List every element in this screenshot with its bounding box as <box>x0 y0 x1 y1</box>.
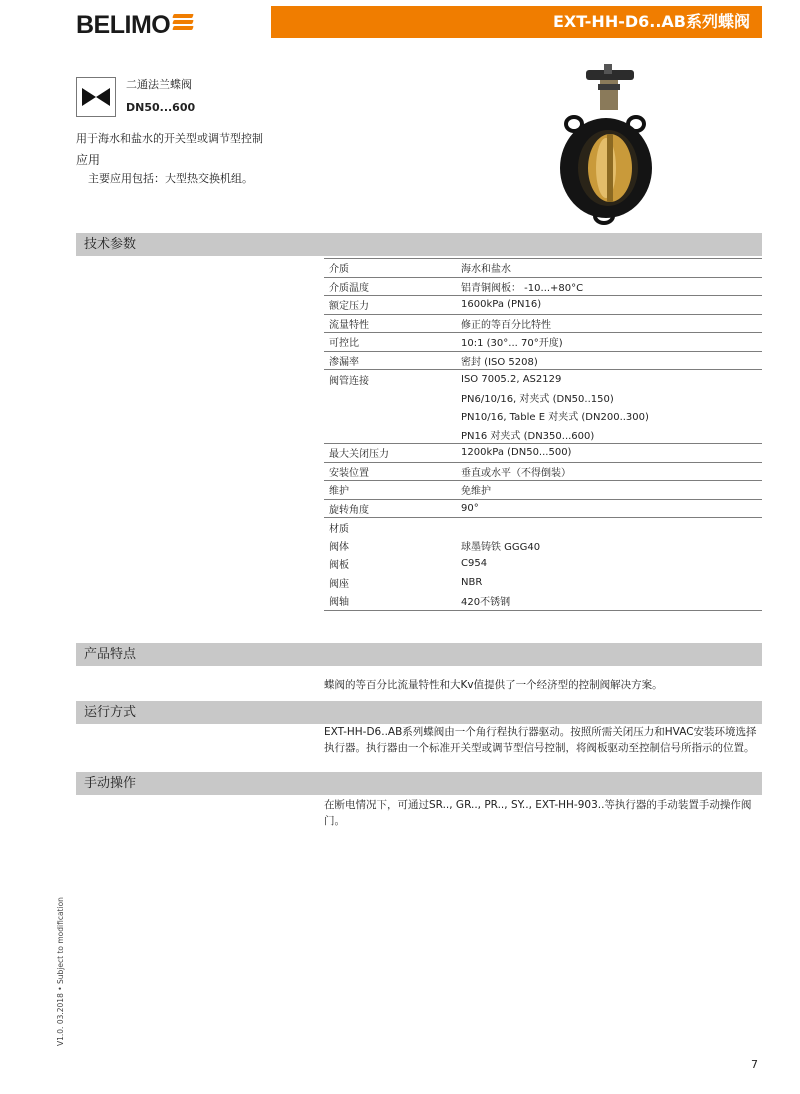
spec-key <box>324 388 456 407</box>
spec-key: 额定压力 <box>324 296 456 315</box>
spec-row <box>324 296 762 315</box>
logo-text: BELIMO <box>76 11 171 39</box>
spec-value: 球墨铸铁 GGG40 <box>461 541 541 553</box>
section-operation <box>76 701 762 724</box>
butterfly-valve-photo <box>556 64 656 236</box>
section-features <box>76 643 762 666</box>
butterfly-valve-symbol-icon <box>76 77 116 117</box>
spec-value: 密封 (ISO 5208) <box>456 351 762 370</box>
spec-key: 介质温度 <box>324 277 456 296</box>
spec-key <box>324 407 456 426</box>
spec-row <box>324 259 762 278</box>
spec-value: 90° <box>456 499 762 518</box>
spec-key: 维护 <box>324 481 456 500</box>
spec-key: 最大关闭压力 <box>324 444 456 463</box>
spec-key: 阀管连接 <box>329 375 369 387</box>
spec-row <box>324 499 762 518</box>
spec-value: PN10/16, Table E 对夹式 (DN200..300) <box>461 412 649 424</box>
spec-value: 修正的等百分比特性 <box>456 314 762 333</box>
spec-row <box>324 444 762 463</box>
spec-key: 安装位置 <box>324 462 456 481</box>
belimo-logo <box>76 10 191 40</box>
spec-value: 免维护 <box>456 481 762 500</box>
product-description: 用于海水和盐水的开关型或调节型控制 <box>76 132 263 145</box>
spec-row <box>324 518 762 537</box>
product-dn-range: DN50...600 <box>126 101 196 114</box>
spec-row <box>324 536 762 555</box>
spec-table <box>324 258 762 611</box>
application-heading: 应用 <box>76 153 101 167</box>
spec-key: 渗漏率 <box>324 351 456 370</box>
spec-value: PN16 对夹式 (DN350...600) <box>456 425 762 444</box>
section-title: 技术参数 <box>84 237 137 252</box>
spec-key: 材质 <box>329 523 349 535</box>
spec-value: 420不锈钢 <box>456 592 762 611</box>
spec-key: 可控比 <box>324 333 456 352</box>
spec-row <box>324 277 762 296</box>
spec-key: 流量特性 <box>324 314 456 333</box>
spec-row <box>324 370 762 389</box>
spec-value <box>456 518 762 537</box>
section-title: 产品特点 <box>84 647 137 662</box>
spec-key: 旋转角度 <box>324 499 456 518</box>
spec-key: 阀轴 <box>324 592 456 611</box>
spec-row <box>324 407 762 426</box>
manual-text: 在断电情况下，可通过SR.., GR.., PR.., SY.., EXT-HH-903..等执行器的手动装置手动操作阀门。 <box>324 799 752 827</box>
spec-row <box>324 333 762 352</box>
spec-value: NBR <box>461 576 483 588</box>
operation-text: EXT-HH-D6..AB系列蝶阀由一个角行程执行器驱动。按照所需关闭压力和HVAC安装环境选择执行器。执行器由一个标准开关型或调节型信号控制，将阀板驱动至控制信号所指示的位置。 <box>324 726 757 754</box>
spec-value: 10:1 (30°... 70°开度) <box>456 333 762 352</box>
spec-key: 阀体 <box>329 541 349 553</box>
section-title: 手动操作 <box>84 776 137 791</box>
spec-value: 1600kPa (PN16) <box>456 296 762 315</box>
spec-value: PN6/10/16, 对夹式 (DN50..150) <box>461 393 614 405</box>
spec-row <box>324 425 762 444</box>
spec-row <box>324 351 762 370</box>
page-title: EXT-HH-D6..AB系列蝶阀 <box>552 12 750 31</box>
spec-value: 垂直或水平（不得倒装） <box>456 462 762 481</box>
spec-value: 海水和盐水 <box>456 259 762 278</box>
spec-row <box>324 481 762 500</box>
spec-key: 阀板 <box>329 560 349 572</box>
spec-row <box>324 462 762 481</box>
spec-value: 铝青铜阀板： -10...+80°C <box>456 277 762 296</box>
spec-key: 介质 <box>324 259 456 278</box>
application-text: 主要应用包括：大型热交换机组。 <box>88 172 253 185</box>
spec-value: ISO 7005.2, AS2129 <box>461 373 562 385</box>
section-tech-params <box>76 233 762 256</box>
spec-key: 阀座 <box>329 578 349 590</box>
spec-row <box>324 555 762 574</box>
section-manual-operation <box>76 772 762 795</box>
title-bar <box>271 6 762 38</box>
features-text: 蝶阀的等百分比流量特性和大Kv值提供了一个经济型的控制阀解决方案。 <box>324 679 663 691</box>
spec-row <box>324 388 762 407</box>
section-title: 运行方式 <box>84 705 137 720</box>
logo-stripes-icon <box>171 14 191 32</box>
spec-row <box>324 573 762 592</box>
spec-row <box>324 592 762 611</box>
spec-value: 1200kPa (DN50...500) <box>456 444 762 463</box>
spec-value: C954 <box>461 558 488 570</box>
spec-row <box>324 314 762 333</box>
spec-key <box>324 425 456 444</box>
page-number: 7 <box>751 1058 758 1071</box>
footer-version: V1.0. 03.2018 • Subject to modification <box>56 897 65 1046</box>
product-name: 二通法兰蝶阀 <box>126 78 192 91</box>
